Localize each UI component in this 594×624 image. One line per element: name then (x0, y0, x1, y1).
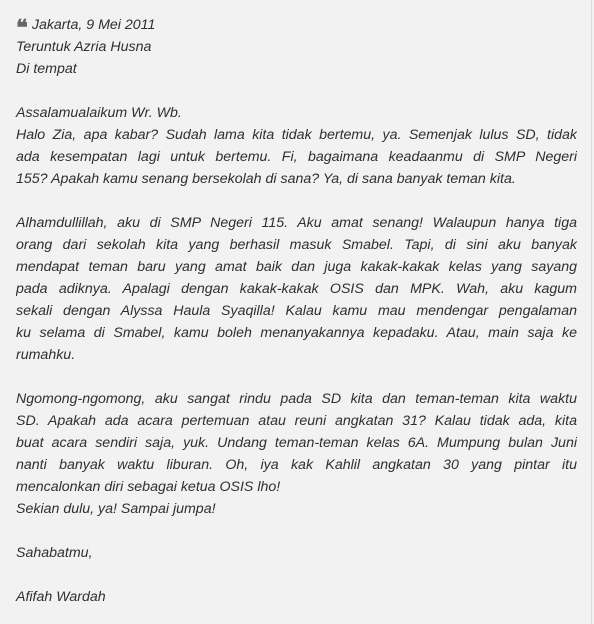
paragraph-line: Alhamdullillah, aku di SMP Negeri 115. Aku amat senang! Walaupun hanya tiga (16, 215, 577, 231)
paragraph-line: ada kesempatan lagi untuk bertemu. Fi, bagaimana keadaanmu di SMP Negeri (16, 149, 577, 165)
paragraph-line: sekali dengan Alyssa Haula Syaqilla! Kalau kamu mau mendengar pengalaman (16, 303, 577, 319)
paragraph-line: nanti banyak waktu liburan. Oh, iya kak Kahlil angkatan 30 yang pintar itu (16, 457, 577, 473)
paragraph-1 (16, 124, 577, 190)
paragraph-line: orang dari sekolah kita yang berhasil masuk Smabel. Tapi, di sini aku banyak (16, 237, 577, 253)
spacer (16, 520, 577, 542)
letter-closing: Sahabatmu, (16, 545, 93, 561)
letter-recipient: Teruntuk Azria Husna (16, 39, 152, 55)
paragraph-line: mendapat teman baru yang amat baik dan juga kakak-kakak kelas yang sayang (16, 259, 577, 275)
spacer (16, 80, 577, 102)
letter-signature: Afifah Wardah (16, 589, 106, 605)
paragraph-line: rumahku. (16, 347, 76, 363)
paragraph-line: ku selama di Smabel, kamu boleh menanyakannya kepadaku. Atau, main saja ke (16, 325, 577, 341)
spacer (16, 366, 577, 388)
paragraph-line: Sekian dulu, ya! Sampai jumpa! (16, 501, 216, 517)
letter-date-line (16, 14, 577, 41)
letter-greeting: Assalamualaikum Wr. Wb. (16, 105, 182, 121)
spacer (16, 190, 577, 212)
paragraph-line: buat acara sendiri saja, yuk. Undang teman-teman kelas 6A. Mumpung bulan Juni (16, 435, 577, 451)
spacer (16, 564, 577, 586)
paragraph-line: SD. Apakah ada acara pertemuan atau reuni angkatan 31? Kalau tidak ada, kita (16, 413, 577, 429)
paragraph-line: 155? Apakah kamu senang bersekolah di sana? Ya, di sana banyak teman kita. (16, 171, 516, 187)
quote-open-icon: ❝ (16, 15, 26, 41)
paragraph-3 (16, 388, 577, 520)
letter-place: Di tempat (16, 61, 77, 77)
letter-date: Jakarta, 9 Mei 2011 (31, 17, 156, 33)
paragraph-line: mencalonkan diri sebagai ketua OSIS lho! (16, 479, 281, 495)
paragraph-line: Ngomong-ngomong, aku sangat rindu pada SD kita dan teman-teman kita waktu (16, 391, 577, 407)
paragraph-2 (16, 212, 577, 366)
paragraph-line: Halo Zia, apa kabar? Sudah lama kita tidak bertemu, ya. Semenjak lulus SD, tidak (16, 127, 577, 143)
paragraph-line: pada adiknya. Apalagi dengan kakak-kakak OSIS dan MPK. Wah, aku kagum (16, 281, 577, 297)
